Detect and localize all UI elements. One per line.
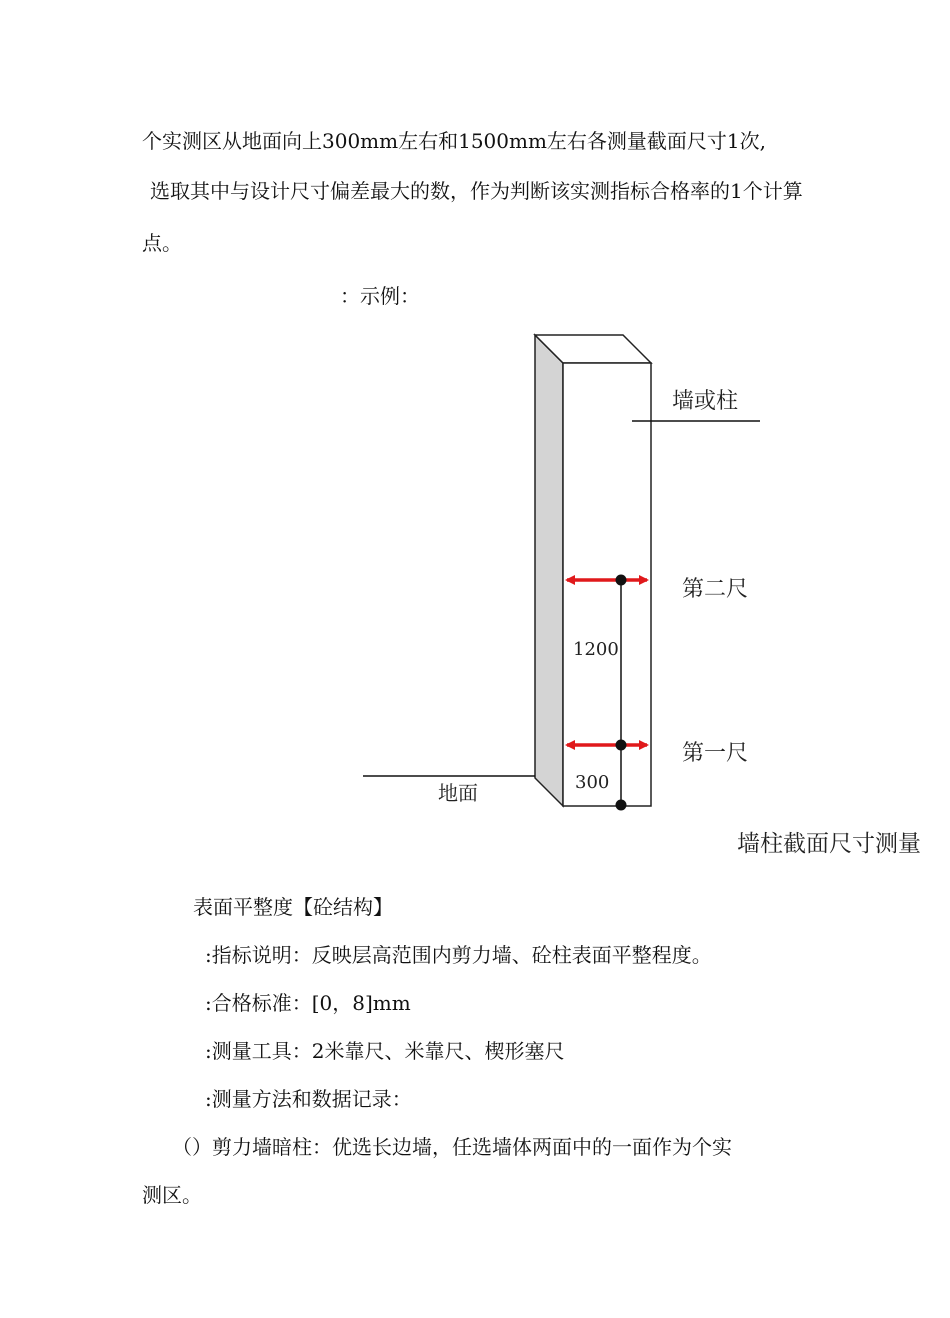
shear-wall-item-line-2: 测区。 <box>142 1183 202 1207</box>
paragraph-line-3: 点。 <box>142 231 182 255</box>
wall-label: 墙或柱 <box>672 389 739 414</box>
qualification-standard: :合格标准：[0，8]mm <box>205 991 411 1015</box>
section-heading: 表面平整度【砼结构】 <box>193 895 393 919</box>
shear-wall-item-line-1: （）剪力墙暗柱：优选长边墙，任选墙体两面中的一面作为个实 <box>172 1135 732 1159</box>
measurement-tools: :测量工具：2米靠尺、米靠尺、楔形塞尺 <box>205 1039 565 1063</box>
paragraph-line-2: 选取其中与设计尺寸偏差最大的数，作为判断该实测指标合格率的1个计算 <box>150 179 803 203</box>
second-ruler-label: 第二尺 <box>682 577 749 602</box>
example-label: ：示例： <box>340 284 420 308</box>
indicator-description: :指标说明：反映层高范围内剪力墙、砼柱表面平整程度。 <box>205 943 712 967</box>
diagram-caption: 墙柱截面尺寸测量 <box>737 831 921 857</box>
measurement-method: :测量方法和数据记录： <box>205 1087 412 1111</box>
dimension-1200-label: 1200 <box>573 639 619 660</box>
first-ruler-dot <box>616 740 627 751</box>
base-dot <box>616 800 627 811</box>
column-side-face <box>535 335 563 806</box>
dimension-300-label: 300 <box>575 772 610 793</box>
second-ruler-dot <box>616 575 627 586</box>
first-ruler-label: 第一尺 <box>682 741 749 766</box>
ground-label: 地面 <box>438 781 478 805</box>
paragraph-line-1: 个实测区从地面向上300mm左右和1500mm左右各测量截面尺寸1次, <box>142 129 767 153</box>
column-front-face <box>563 363 651 806</box>
